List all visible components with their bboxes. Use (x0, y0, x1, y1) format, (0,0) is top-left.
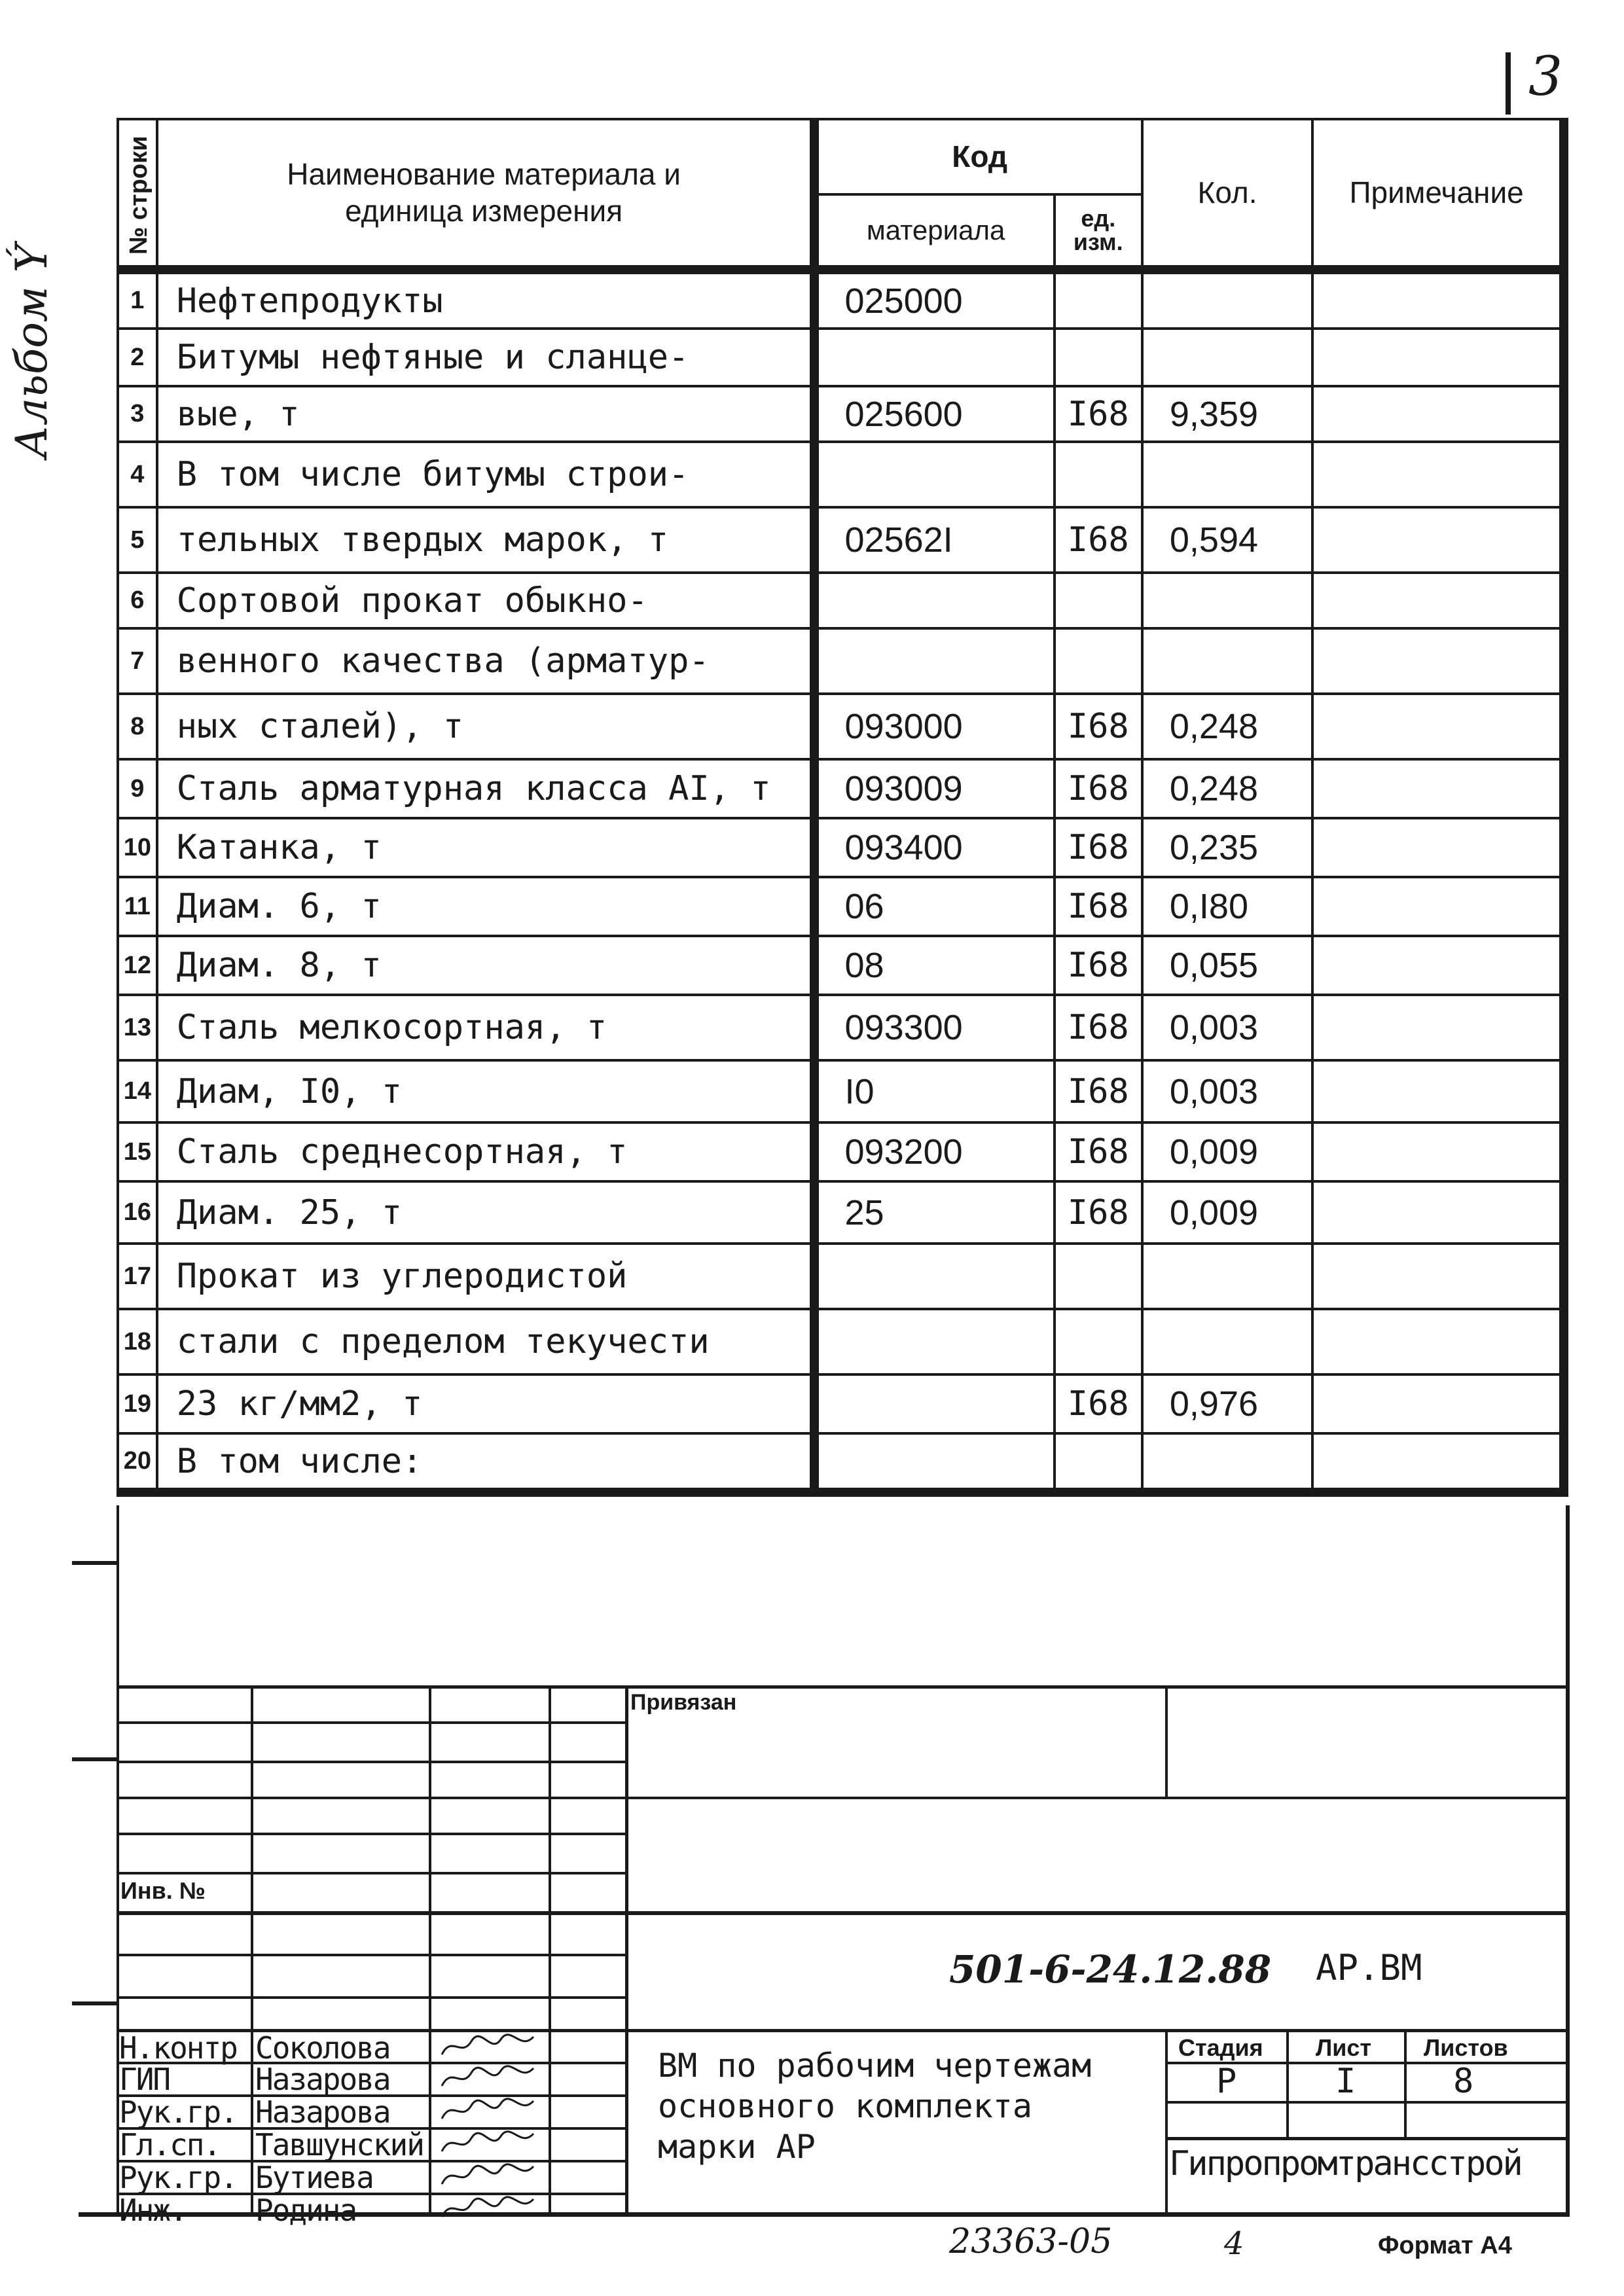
unit-code (1055, 1244, 1142, 1309)
material-code: I0 (814, 1060, 1055, 1122)
header-code: Код (814, 119, 1142, 194)
table-row (118, 386, 1564, 442)
row-number: 17 (118, 1244, 157, 1309)
row-number: 9 (118, 759, 157, 818)
note (1312, 995, 1564, 1060)
sheets-value: 8 (1453, 2062, 1474, 2101)
material-code (814, 1309, 1055, 1374)
margin-tick (72, 2001, 118, 2005)
note (1312, 759, 1564, 818)
material-name: ных сталей), т (157, 694, 814, 759)
material-code (814, 442, 1055, 507)
row-number: 3 (118, 386, 157, 442)
quantity: 0,003 (1142, 995, 1312, 1060)
note (1312, 507, 1564, 573)
table-row (118, 628, 1564, 694)
row-number: 1 (118, 270, 157, 329)
unit-code: I68 (1055, 818, 1142, 877)
page-number: 3 (1528, 46, 1563, 108)
row-number: 15 (118, 1122, 157, 1181)
unit-code: I68 (1055, 694, 1142, 759)
note (1312, 270, 1564, 329)
unit-code: I68 (1055, 1181, 1142, 1244)
description (658, 2045, 1091, 2167)
unit-code: I68 (1055, 386, 1142, 442)
signer-role: Рук.гр. (119, 2094, 237, 2130)
page-number-bar (1506, 52, 1511, 115)
table-row (118, 818, 1564, 877)
quantity: 0,003 (1142, 1060, 1312, 1122)
signature-mark (439, 2096, 537, 2125)
quantity (1142, 1244, 1312, 1309)
table-row (118, 270, 1564, 329)
unit-code (1055, 1309, 1142, 1374)
note (1312, 1374, 1564, 1433)
row-number: 4 (118, 442, 157, 507)
signer-role: Инж. (119, 2193, 187, 2228)
signer-role: Гл.сп. (119, 2127, 221, 2162)
quantity: 0,248 (1142, 759, 1312, 818)
unit-code: I68 (1055, 995, 1142, 1060)
material-name: В том числе битумы строи- (157, 442, 814, 507)
quantity: 0,976 (1142, 1374, 1312, 1433)
archive-number: 23363-05 (949, 2222, 1113, 2261)
quantity (1142, 442, 1312, 507)
unit-code: I68 (1055, 1060, 1142, 1122)
table-row (118, 1122, 1564, 1181)
note (1312, 877, 1564, 936)
material-code (814, 628, 1055, 694)
material-code: 093400 (814, 818, 1055, 877)
quantity: 0,009 (1142, 1122, 1312, 1181)
material-name: Диам. 6, т (157, 877, 814, 936)
material-code: 093000 (814, 694, 1055, 759)
material-name: Сталь среднесортная, т (157, 1122, 814, 1181)
table-row (118, 442, 1564, 507)
note (1312, 694, 1564, 759)
header-unit: ед. изм. (1055, 194, 1142, 270)
table-row (118, 1374, 1564, 1433)
signer-role: Рук.гр. (119, 2160, 237, 2195)
signature-mark (439, 2128, 537, 2158)
margin-tick (72, 1757, 118, 1761)
signer-name: Соколова (255, 2030, 390, 2066)
format-label: Формат А4 (1378, 2232, 1512, 2259)
material-code (814, 1433, 1055, 1492)
material-name: стали с пределом текучести (157, 1309, 814, 1374)
note (1312, 1060, 1564, 1122)
table-row (118, 694, 1564, 759)
description-line: основного комплекта (658, 2087, 1032, 2125)
row-number: 16 (118, 1181, 157, 1244)
table-row (118, 1181, 1564, 1244)
table-row (118, 1060, 1564, 1122)
note (1312, 329, 1564, 386)
note (1312, 573, 1564, 628)
footer-mark: 4 (1224, 2225, 1244, 2262)
signature-mark (439, 2161, 537, 2191)
quantity (1142, 1309, 1312, 1374)
material-name: В том числе: (157, 1433, 814, 1492)
unit-code (1055, 329, 1142, 386)
note (1312, 1309, 1564, 1374)
material-name: Сортовой прокат обыкно- (157, 573, 814, 628)
row-number: 18 (118, 1309, 157, 1374)
unit-code: I68 (1055, 1374, 1142, 1433)
material-code (814, 329, 1055, 386)
signature-mark (439, 2194, 537, 2223)
note (1312, 1433, 1564, 1492)
material-name: Сталь мелкосортная, т (157, 995, 814, 1060)
organization: Гипропромтрансстрой (1169, 2144, 1521, 2183)
note (1312, 818, 1564, 877)
inv-no-label: Инв. № (120, 1877, 206, 1904)
table-row (118, 936, 1564, 995)
material-name: Диам. 8, т (157, 936, 814, 995)
unit-code: I68 (1055, 936, 1142, 995)
table-row (118, 1309, 1564, 1374)
row-number: 19 (118, 1374, 157, 1433)
stage-value: Р (1216, 2062, 1237, 2101)
material-code: 06 (814, 877, 1055, 936)
material-code: 093009 (814, 759, 1055, 818)
unit-code (1055, 573, 1142, 628)
quantity: 0,009 (1142, 1181, 1312, 1244)
signer-name: Бутиева (255, 2160, 373, 2195)
table-row (118, 1433, 1564, 1492)
material-name: Диам, I0, т (157, 1060, 814, 1122)
material-name: Диам. 25, т (157, 1181, 814, 1244)
note (1312, 1122, 1564, 1181)
quantity: 0,594 (1142, 507, 1312, 573)
signature-mark (439, 2063, 537, 2092)
signer-name: Назарова (255, 2062, 390, 2097)
signer-role: ГИП (119, 2062, 170, 2097)
table-row (118, 995, 1564, 1060)
row-number: 13 (118, 995, 157, 1060)
signer-role: Н.контр (119, 2030, 237, 2066)
quantity (1142, 270, 1312, 329)
material-code: 093200 (814, 1122, 1055, 1181)
quantity: 0,I80 (1142, 877, 1312, 936)
note (1312, 386, 1564, 442)
unit-code: I68 (1055, 759, 1142, 818)
table-row (118, 573, 1564, 628)
material-code: 093300 (814, 995, 1055, 1060)
material-code: 025000 (814, 270, 1055, 329)
table-body (118, 270, 1564, 1492)
material-name: Битумы нефтяные и сланце- (157, 329, 814, 386)
unit-code (1055, 628, 1142, 694)
quantity: 0,235 (1142, 818, 1312, 877)
doc-code: 501-6-24.12.88 (949, 1947, 1272, 1992)
unit-code: I68 (1055, 1122, 1142, 1181)
materials-table (117, 118, 1568, 1497)
material-code (814, 573, 1055, 628)
material-code (814, 1374, 1055, 1433)
signer-name: Родина (255, 2193, 357, 2228)
row-number: 7 (118, 628, 157, 694)
sheets-label: Листов (1424, 2034, 1508, 2061)
material-name: Нефтепродукты (157, 270, 814, 329)
material-name: Сталь арматурная класса AI, т (157, 759, 814, 818)
description-line: марки АР (658, 2128, 816, 2166)
unit-code: I68 (1055, 507, 1142, 573)
material-name: венного качества (арматур- (157, 628, 814, 694)
table-row (118, 759, 1564, 818)
header-note: Примечание (1312, 119, 1564, 270)
material-code: 08 (814, 936, 1055, 995)
row-number: 5 (118, 507, 157, 573)
material-name: Прокат из углеродистой (157, 1244, 814, 1309)
row-number: 20 (118, 1433, 157, 1492)
sheet-value: I (1335, 2062, 1356, 2101)
signer-name: Тавшунский (255, 2127, 424, 2162)
privyazan-label: Привязан (630, 1690, 737, 1715)
row-number: 8 (118, 694, 157, 759)
quantity (1142, 329, 1312, 386)
quantity (1142, 1433, 1312, 1492)
material-name: 23 кг/мм2, т (157, 1374, 814, 1433)
signature-mark (439, 2032, 537, 2061)
quantity: 0,248 (1142, 694, 1312, 759)
table-row (118, 877, 1564, 936)
material-name: тельных твердых марок, т (157, 507, 814, 573)
table-row (118, 507, 1564, 573)
unit-code (1055, 1433, 1142, 1492)
sheet-label: Лист (1316, 2034, 1372, 2061)
row-number: 2 (118, 329, 157, 386)
row-number: 12 (118, 936, 157, 995)
note (1312, 936, 1564, 995)
note (1312, 628, 1564, 694)
unit-code (1055, 442, 1142, 507)
header-material: материала (814, 194, 1055, 270)
header-row-no: № строки (118, 119, 157, 270)
stage-label: Стадия (1178, 2034, 1263, 2061)
table-row (118, 329, 1564, 386)
material-code: 25 (814, 1181, 1055, 1244)
row-number: 14 (118, 1060, 157, 1122)
signer-name: Назарова (255, 2094, 390, 2130)
header-name: Наименование материала и единица измерения (157, 119, 814, 270)
quantity: 9,359 (1142, 386, 1312, 442)
material-code: 02562I (814, 507, 1055, 573)
note (1312, 1181, 1564, 1244)
material-code: 025600 (814, 386, 1055, 442)
row-number: 10 (118, 818, 157, 877)
row-number: 6 (118, 573, 157, 628)
quantity (1142, 573, 1312, 628)
unit-code: I68 (1055, 877, 1142, 936)
doc-mark: АР.ВМ (1316, 1947, 1422, 1988)
note (1312, 1244, 1564, 1309)
material-name: вые, т (157, 386, 814, 442)
table-row (118, 1244, 1564, 1309)
description-line: ВМ по рабочим чертежам (658, 2047, 1092, 2085)
quantity (1142, 628, 1312, 694)
header-qty: Кол. (1142, 119, 1312, 270)
material-name: Катанка, т (157, 818, 814, 877)
row-number: 11 (118, 877, 157, 936)
quantity: 0,055 (1142, 936, 1312, 995)
material-code (814, 1244, 1055, 1309)
album-label: Альбом Ý (7, 243, 57, 458)
note (1312, 442, 1564, 507)
margin-tick (72, 1561, 118, 1565)
unit-code (1055, 270, 1142, 329)
frame-right (1566, 1505, 1570, 2212)
